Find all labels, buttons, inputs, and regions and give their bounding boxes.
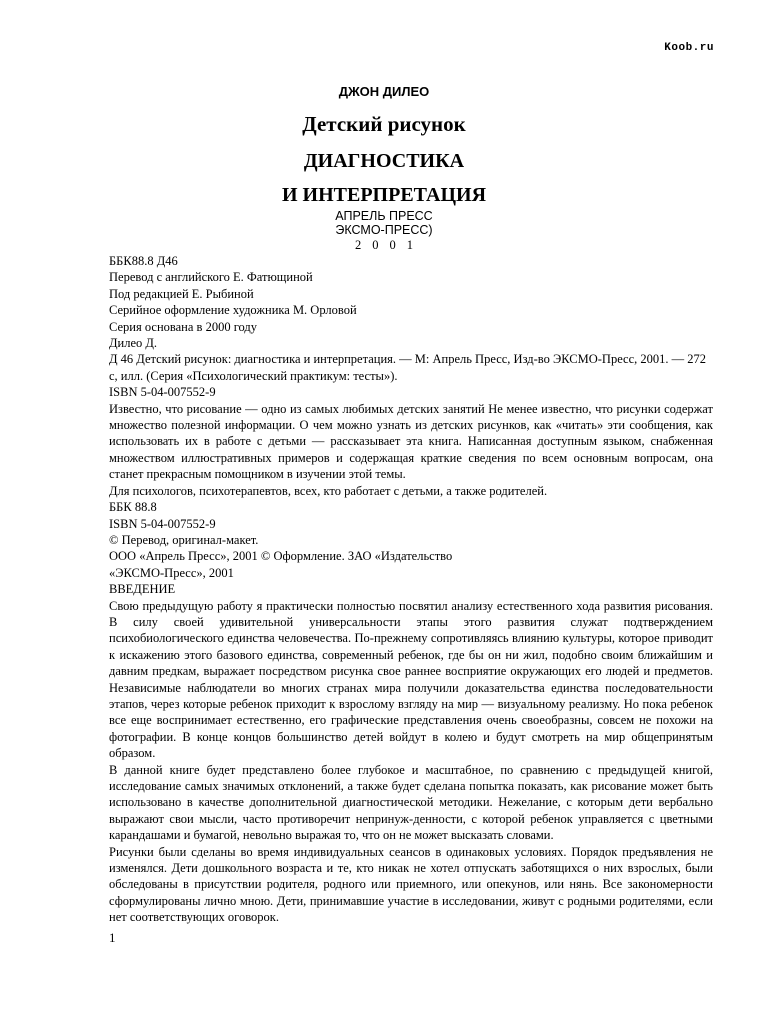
copyright-line: ISBN 5-04-007552-9 <box>109 516 216 531</box>
intro-paragraph: Рисунки были сделаны во время индивидуальных сеансов в одинаковых условиях. Порядок предъявления не изменялся. Дети дошкольного возраста и те, кто никак не хотел отпускать заботящихся о них взрослых, были обследованы в присутствии родителя, родного или приемного, или опекунов, или нянь. Все закономерности сформулированы лично мною. Дети, принимавшие участие в исследовании, живут с родными родителями, если нет соответствующих оговорок. <box>109 844 713 925</box>
book-subtitle-line2: И ИНТЕРПРЕТАЦИЯ <box>281 184 487 206</box>
audience-line: Для психологов, психотерапевтов, всех, кто работает с детьми, а также родителей. <box>109 483 548 498</box>
imprint-line: Под редакцией Е. Рыбиной <box>109 286 254 301</box>
publication-year: 2001 <box>355 238 424 252</box>
imprint-line: ББК88.8 Д46 <box>109 254 178 268</box>
copyright-line: ООО «Апрель Пресс», 2001 © Оформление. ЗАО «Издательство <box>109 549 453 564</box>
publisher-1: АПРЕЛЬ ПРЕСС <box>335 209 433 223</box>
copyright-line: «ЭКСМО-Пресс», 2001 <box>109 565 234 580</box>
book-subtitle-line1: ДИАГНОСТИКА <box>303 150 465 172</box>
book-title: Детский рисунок <box>302 112 466 136</box>
intro-paragraph: Свою предыдущую работу я практически полностью посвятил анализу естественного хода развития рисования. В силу своей удивительной универсальности этапы этого развития служат подтверждением психобиологического единства человечества. По-прежнему сопротивляясь влиянию культуры, которое приводит к искажению этого базового единства, современный ребенок, где бы он ни жил, подобно своим ближайшим и давним предкам, выражает посредством рисунка свое раннее восприятие окружающих его людей и предметов. Независимые наблюдатели во многих странах мира получили доказательства единства последовательности этапов, через которые ребенок приходит к взрослому взгляду на мир — визуальному реализму. Но пока ребенок все еще воспринимает естественно, его графические представления очень своеобразны, совсем не похожи на фотографии. В конце концов большинство детей войдут в колею и будут смотреть на мир общепринятым образом. <box>109 598 713 761</box>
document-body <box>109 253 713 926</box>
copyright-line: ББК 88.8 <box>109 500 157 515</box>
page-number: 1 <box>109 930 116 945</box>
intro-paragraph: В данной книге будет представлено более глубокое и масштабное, по сравнению с предыдущей книгой, исследование самых значимых отклонений, а также будет сделана попытка показать, как рисование может быть использовано в качестве дополнительной диагностической методики. Нежелание, с которым дети вербально выражают свои мысли, часто противоречит непринуж-денности, с которой ребенок управляется с цветными карандашами и бумагой, невольно выражая то, что он не может высказать словами. <box>109 762 713 843</box>
imprint-line: Д 46 Детский рисунок: диагностика и интерпретация. — М: Апрель Пресс, Изд-во ЭКСМО-Пресс, 2001. — 272 с, илл. (Серия «Психологический практикум: тесты»). <box>109 352 707 383</box>
imprint-line: Серийное оформление художника М. Орловой <box>109 303 357 318</box>
annotation-paragraph: Известно, что рисование — одно из самых любимых детских занятий Не менее известно, что рисунки содержат множество полезной информации. О чем можно узнать из детских рисунков, как «читать» эти сообщения, как использовать их в работе с детьми — рассказывает эта книга. Написанная доступным языком, снабженная множеством иллюстративных примеров и содержащая краткие сведения по всем основным вопросам, она станет прекрасным помощником в изучении этой темы. <box>109 401 713 482</box>
author-name: ДЖОН ДИЛЕО <box>338 84 430 99</box>
publisher-2: ЭКСМО-ПРЕСС) <box>335 223 433 237</box>
imprint-line: Дилео Д. <box>109 336 158 351</box>
copyright-line: © Перевод, оригинал-макет. <box>109 532 259 547</box>
site-watermark: Koob.ru <box>664 42 714 54</box>
title-block <box>0 84 768 253</box>
imprint-line: ISBN 5-04-007552-9 <box>109 385 216 400</box>
imprint-line: Перевод с английского Е. Фатющиной <box>109 270 313 285</box>
section-title: ВВЕДЕНИЕ <box>109 582 176 597</box>
imprint-line: Серия основана в 2000 году <box>109 319 258 334</box>
